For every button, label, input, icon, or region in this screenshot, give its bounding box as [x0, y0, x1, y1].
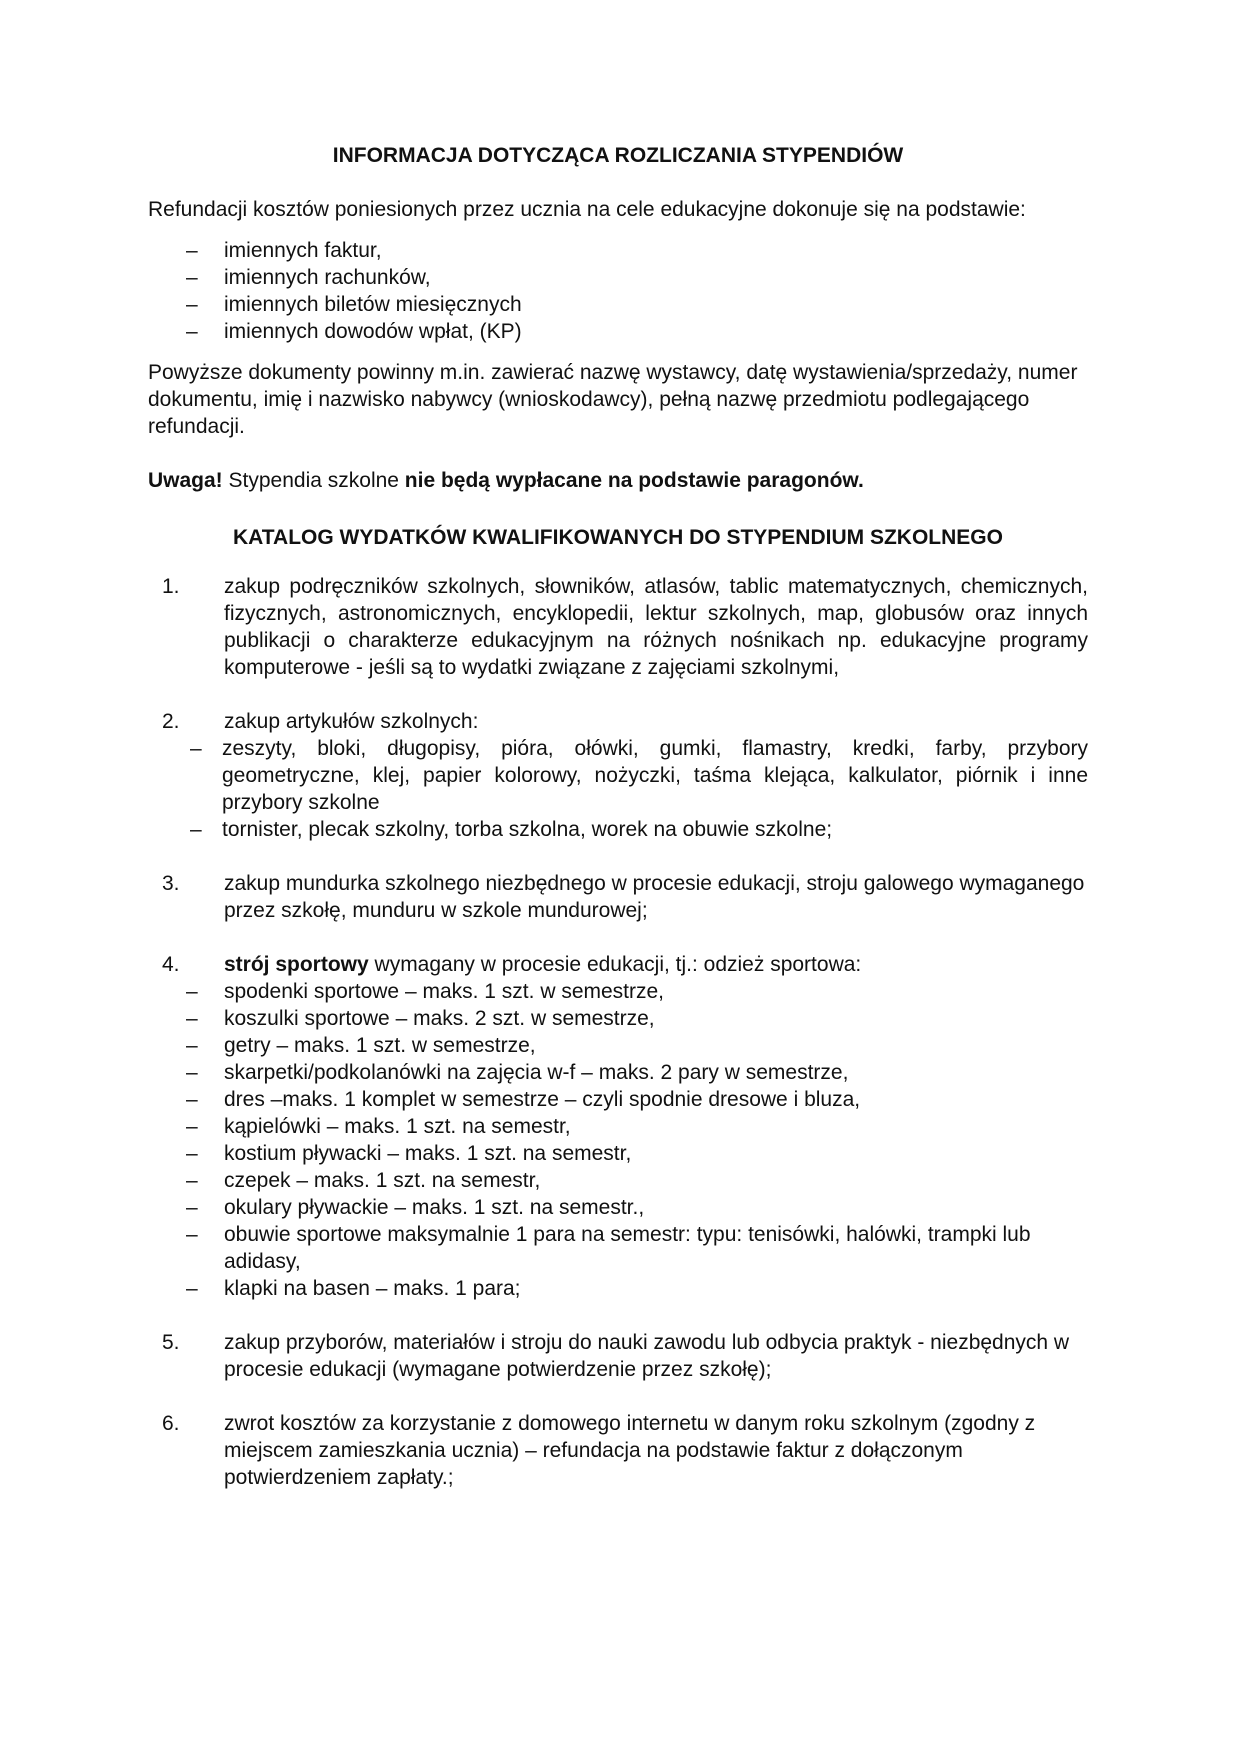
dash-bullet: –	[186, 980, 198, 1003]
list-item: – spodenki sportowe – maks. 1 szt. w semestrze,	[186, 980, 665, 1003]
dash-bullet: –	[186, 320, 198, 343]
dash-bullet: –	[186, 1034, 198, 1057]
list-item: – tornister, plecak szkolny, torba szkolna, worek na obuwie szkolne;	[190, 818, 833, 841]
catalog-item-3	[148, 870, 1088, 924]
list-item: – okulary pływackie – maks. 1 szt. na semestr.,	[186, 1196, 645, 1219]
item-number: 1.	[162, 575, 180, 598]
warning-paragraph	[148, 467, 1088, 494]
list-item: – kostium pływacki – maks. 1 szt. na semestr,	[186, 1142, 632, 1165]
item-number: 3.	[162, 872, 180, 895]
catalog-item-4	[148, 951, 1088, 978]
page-title: INFORMACJA DOTYCZĄCA ROZLICZANIA STYPENDIÓW	[332, 144, 904, 167]
list-item: – klapki na basen – maks. 1 para;	[186, 1277, 521, 1300]
dash-bullet: –	[186, 1088, 198, 1111]
dash-bullet: –	[190, 737, 202, 760]
item-text: zakup mundurka szkolnego niezbędnego w procesie edukacji, stroju galowego wymaganego przez szkołę, munduru w szkole mundurowej;	[224, 872, 1085, 922]
item-text: wymagany w procesie edukacji, tj.: odzież sportowa:	[368, 953, 862, 976]
item-number: 5.	[162, 1331, 180, 1354]
item-number: 6.	[162, 1412, 180, 1435]
basis-list	[148, 237, 1088, 345]
dash-bullet: –	[186, 1061, 198, 1084]
dash-bullet: –	[186, 1277, 198, 1300]
catalog-item-5	[148, 1329, 1088, 1383]
list-item: – koszulki sportowe – maks. 2 szt. w semestrze,	[186, 1007, 655, 1030]
item-bold-text: strój sportowy	[224, 953, 369, 976]
catalog-item-1	[148, 573, 1088, 681]
dash-bullet: –	[186, 1196, 198, 1219]
list-item: – imiennych dowodów wpłat, (KP)	[186, 320, 522, 343]
document-body	[148, 142, 1088, 1491]
catalog-item-6	[148, 1410, 1088, 1491]
list-item: – imiennych faktur,	[186, 239, 382, 262]
list-item: – zeszyty, bloki, długopisy, pióra, ołówki, gumki, flamastry, kredki, farby, przybory geometryczne, klej, papier kolorowy, nożyczki, taśma klejąca, kalkulator, piórnik i inne przybory szkolne	[190, 737, 1088, 814]
list-item: – getry – maks. 1 szt. w semestrze,	[186, 1034, 536, 1057]
dash-bullet: –	[186, 1223, 198, 1246]
list-item: – dres –maks. 1 komplet w semestrze – czyli spodnie dresowe i bluza,	[186, 1088, 861, 1111]
item-text: zakup podręczników szkolnych, słowników, atlasów, tablic matematycznych, chemicznych, fizycznych, astronomicznych, encyklopedii, lektur szkolnych, map, globusów oraz innych publikacji o charakterze edukacyjnym na różnych nośnikach np. edukacyjne programy komputerowe - jeśli są to wydatki związane z zajęciami szkolnymi,	[224, 575, 1088, 679]
list-item: – kąpielówki – maks. 1 szt. na semestr,	[186, 1115, 571, 1138]
warning-text: Stypendia szkolne	[222, 469, 405, 492]
item-text: zakup artykułów szkolnych:	[224, 710, 479, 733]
dash-bullet: –	[186, 1007, 198, 1030]
catalog-item-2	[148, 708, 1088, 735]
item-text: zakup przyborów, materiałów i stroju do nauki zawodu lub odbycia praktyk - niezbędnych w procesie edukacji (wymagane potwierdzenie przez szkołę);	[224, 1331, 1070, 1381]
list-item: – obuwie sportowe maksymalnie 1 para na semestr: typu: tenisówki, halówki, trampki lub adidasy,	[186, 1223, 1031, 1273]
school-supplies-list	[148, 735, 1088, 843]
dash-bullet: –	[186, 239, 198, 262]
dash-bullet: –	[190, 818, 202, 841]
item-text: zwrot kosztów za korzystanie z domowego internetu w danym roku szkolnym (zgodny z miejscem zamieszkania ucznia) – refundacja na podstawie faktur z dołączonym potwierdzeniem zapłaty.;	[224, 1412, 1036, 1489]
dash-bullet: –	[186, 1169, 198, 1192]
list-item: – imiennych rachunków,	[186, 266, 431, 289]
dash-bullet: –	[186, 1142, 198, 1165]
list-item: – imiennych biletów miesięcznych	[186, 293, 522, 316]
list-item: – skarpetki/podkolanówki na zajęcia w-f – maks. 2 pary w semestrze,	[186, 1061, 849, 1084]
dash-bullet: –	[186, 293, 198, 316]
item-number: 4.	[162, 953, 180, 976]
sportswear-list	[148, 978, 1088, 1302]
warning-bold-text: nie będą wypłacane na podstawie paragonów.	[404, 469, 864, 492]
list-item: – czepek – maks. 1 szt. na semestr,	[186, 1169, 541, 1192]
requirements-paragraph: Powyższe dokumenty powinny m.in. zawierać nazwę wystawcy, datę wystawienia/sprzedaży, numer dokumentu, imię i nazwisko nabywcy (wnioskodawcy), pełną nazwę przedmiotu podlegającego refundacji.	[148, 361, 1078, 438]
dash-bullet: –	[186, 266, 198, 289]
dash-bullet: –	[186, 1115, 198, 1138]
item-number: 2.	[162, 710, 180, 733]
warning-label: Uwaga!	[148, 469, 223, 492]
catalog-heading: KATALOG WYDATKÓW KWALIFIKOWANYCH DO STYPENDIUM SZKOLNEGO	[233, 526, 1003, 549]
intro-paragraph: Refundacji kosztów poniesionych przez ucznia na cele edukacyjne dokonuje się na podstawie:	[148, 198, 1026, 221]
